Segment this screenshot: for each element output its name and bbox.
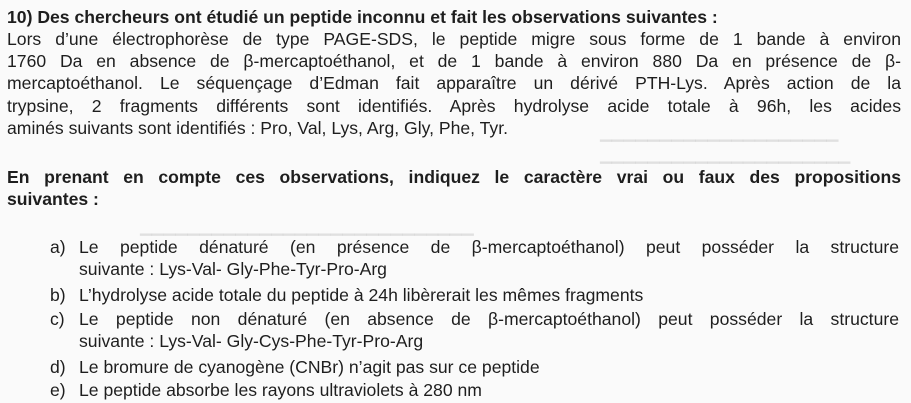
proposition-letter: d) [50, 357, 66, 377]
question-body-line: 1760 Da en absence de β-mercaptoéthanol, et de 1 bande à environ 880 Da en présence de β- [7, 51, 901, 71]
proposition-text-line: suivante : Lys-Val- Gly-Phe-Tyr-Pro-Arg [79, 259, 387, 279]
proposition-e [50, 379, 899, 401]
proposition-b [50, 284, 899, 306]
proposition-d [50, 356, 899, 378]
proposition-a [50, 236, 899, 280]
instruction-line: suivantes : [7, 189, 99, 209]
proposition-letter: a) [50, 237, 66, 257]
proposition-letter: e) [50, 380, 66, 400]
question-heading: 10) Des chercheurs ont étudié un peptide inconnu et fait les observations suivantes : [7, 7, 718, 27]
bleed-through-text: ▁▁▁▁▁▁▁▁▁▁▁▁▁▁▁▁▁▁▁▁ [600, 125, 839, 142]
bleed-through-text: ▁▁▁▁▁▁▁▁▁▁▁▁▁▁▁▁▁▁▁▁▁ [600, 147, 851, 164]
proposition-text-line: Le bromure de cyanogène (CNBr) n’agit pas sur ce peptide [79, 357, 540, 377]
proposition-text-line: Le peptide dénaturé (en présence de β-mercaptoéthanol) peut posséder la structure [79, 237, 899, 257]
proposition-text-line: Le peptide absorbe les rayons ultraviolets à 280 nm [79, 380, 482, 400]
proposition-text-line: Le peptide non dénaturé (en absence de β-mercaptoéthanol) peut posséder la structure [79, 309, 899, 329]
proposition-text-line: suivante : Lys-Val- Gly-Cys-Phe-Tyr-Pro-Arg [79, 331, 424, 351]
question-body-line: mercaptoéthanol. Le séquençage d’Edman fait apparaître un dérivé PTH-Lys. Après action de la [7, 73, 901, 93]
bleed-through-text: ▁▁▁▁▁▁▁▁▁▁▁▁▁▁▁▁▁▁▁▁▁▁▁▁▁▁▁▁ [140, 219, 474, 236]
question-body-line: Lors d’une électrophorèse de type PAGE-SDS, le peptide migre sous forme de 1 bande à environ [7, 29, 901, 49]
proposition-text-line: L’hydrolyse acide totale du peptide à 24h libèrerait les mêmes fragments [79, 285, 644, 305]
instruction-line: En prenant en compte ces observations, indiquez le caractère vrai ou faux des propositions [7, 167, 901, 187]
proposition-c [50, 308, 899, 352]
question-body-line: aminés suivants sont identifiés : Pro, Val, Lys, Arg, Gly, Phe, Tyr. [7, 118, 508, 138]
proposition-letter: c) [50, 309, 65, 329]
question-body-line: trypsine, 2 fragments différents sont identifiés. Après hydrolyse acide totale à 96h, les acides [7, 96, 901, 116]
proposition-letter: b) [50, 285, 66, 305]
